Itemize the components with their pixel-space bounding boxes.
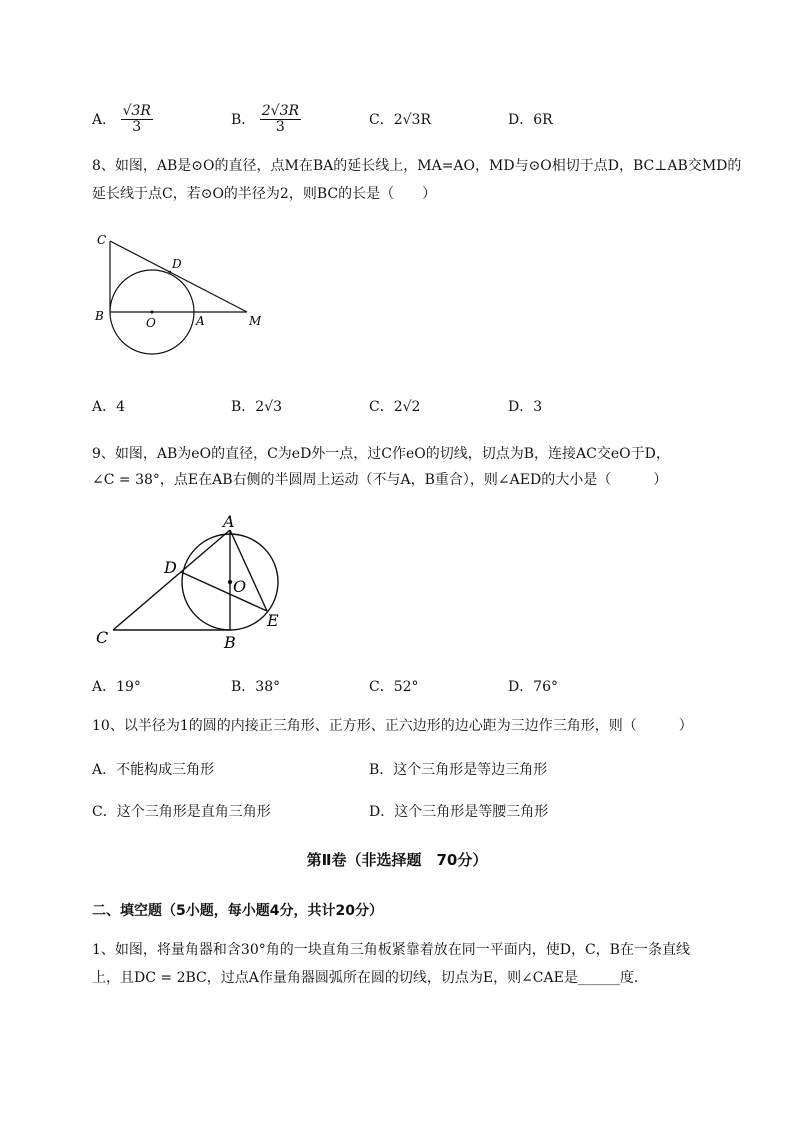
q9-segment-ae	[230, 530, 267, 611]
q9-option-c: C．52°	[369, 679, 419, 695]
fill1-text-line1: 1、如图，将量角器和含30°角的一块直角三角板紧靠着放在同一平面内，使D，C，B在一条直线	[92, 942, 690, 958]
fill1-text-line2: 上，且DC = 2BC，过点A作量角器圆弧所在圆的切线，切点为E，则∠CAE是______度．	[92, 970, 648, 986]
q8-label-o: O	[146, 316, 156, 330]
q8-text-line1: 8、如图，AB是⊙O的直径，点M在BA的延长线上，MA=AO，MD与⊙O相切于点D，BC⊥AB交MD的	[92, 158, 742, 174]
q8-figure	[90, 228, 280, 363]
q10-option-d: D．这个三角形是等腰三角形	[369, 804, 549, 820]
q9-segment-de	[181, 572, 267, 611]
q7-option-b-numerator: 2√3R	[261, 103, 300, 119]
q10-text: 10、以半径为1的圆的内接正三角形、正方形、正六边形的边心距为三边作三角形，则（ ）	[92, 718, 693, 734]
q9-segment-ca	[113, 530, 230, 630]
q7-option-b-fraction	[260, 104, 301, 136]
q9-option-b: B．38°	[231, 679, 281, 695]
q9-option-a: A．19°	[92, 679, 141, 695]
q7-option-d: D．6R	[508, 112, 553, 128]
q9-label-o: O	[233, 577, 247, 596]
q9-text-line1: 9、如图，AB为eO的直径，C为eD外一点，过C作eO的切线，切点为B，连接AC交eO于D，	[92, 446, 670, 462]
q9-label-b: B	[224, 633, 236, 652]
q7-option-a-fraction	[121, 104, 153, 136]
q10-option-b: B．这个三角形是等边三角形	[369, 762, 548, 778]
q8-label-a: A	[196, 314, 205, 328]
q9-figure	[90, 510, 290, 655]
q7-option-b	[231, 104, 301, 136]
q8-label-c: C	[97, 233, 107, 247]
q10-option-c: C．这个三角形是直角三角形	[92, 804, 271, 820]
q8-label-d: D	[172, 257, 182, 271]
q9-option-d: D．76°	[508, 679, 559, 695]
q7-option-a	[92, 104, 153, 136]
q9-label-d: D	[164, 558, 177, 577]
q7-option-b-denominator: 3	[275, 119, 285, 136]
q7-option-a-numerator: √3R	[122, 103, 151, 119]
q8-center-dot	[151, 311, 154, 314]
q9-label-a: A	[223, 512, 235, 531]
q9-label-e: E	[267, 611, 279, 630]
section2-header: 二、填空题（5小题，每小题4分，共计20分）	[92, 903, 383, 919]
q8-label-m: M	[249, 314, 262, 328]
q8-text-line2: 延长线于点C，若⊙O的半径为2，则BC的长是（ ）	[92, 186, 437, 202]
q9-text-line2: ∠C = 38°，点E在AB右侧的半圆周上运动（不与A，B重合），则∠AED的大小是（ ）	[92, 472, 668, 488]
q8-option-c: C．2√2	[369, 399, 421, 415]
q8-point-d	[169, 271, 172, 274]
q7-option-c: C．2√3R	[369, 112, 431, 128]
q7-option-b-label: B．	[231, 111, 256, 128]
q7-option-a-denominator: 3	[132, 119, 142, 136]
q7-option-a-label: A．	[92, 111, 117, 128]
q8-option-a: A．4	[92, 399, 126, 415]
part2-title: 第Ⅱ卷（非选择题 70分）	[306, 851, 488, 869]
q9-center-dot	[228, 580, 232, 584]
q8-option-b: B．2√3	[231, 399, 283, 415]
q8-label-b: B	[95, 309, 104, 323]
q10-option-a: A．不能构成三角形	[92, 762, 215, 778]
q8-option-d: D．3	[508, 399, 543, 415]
q9-label-c: C	[96, 628, 109, 647]
